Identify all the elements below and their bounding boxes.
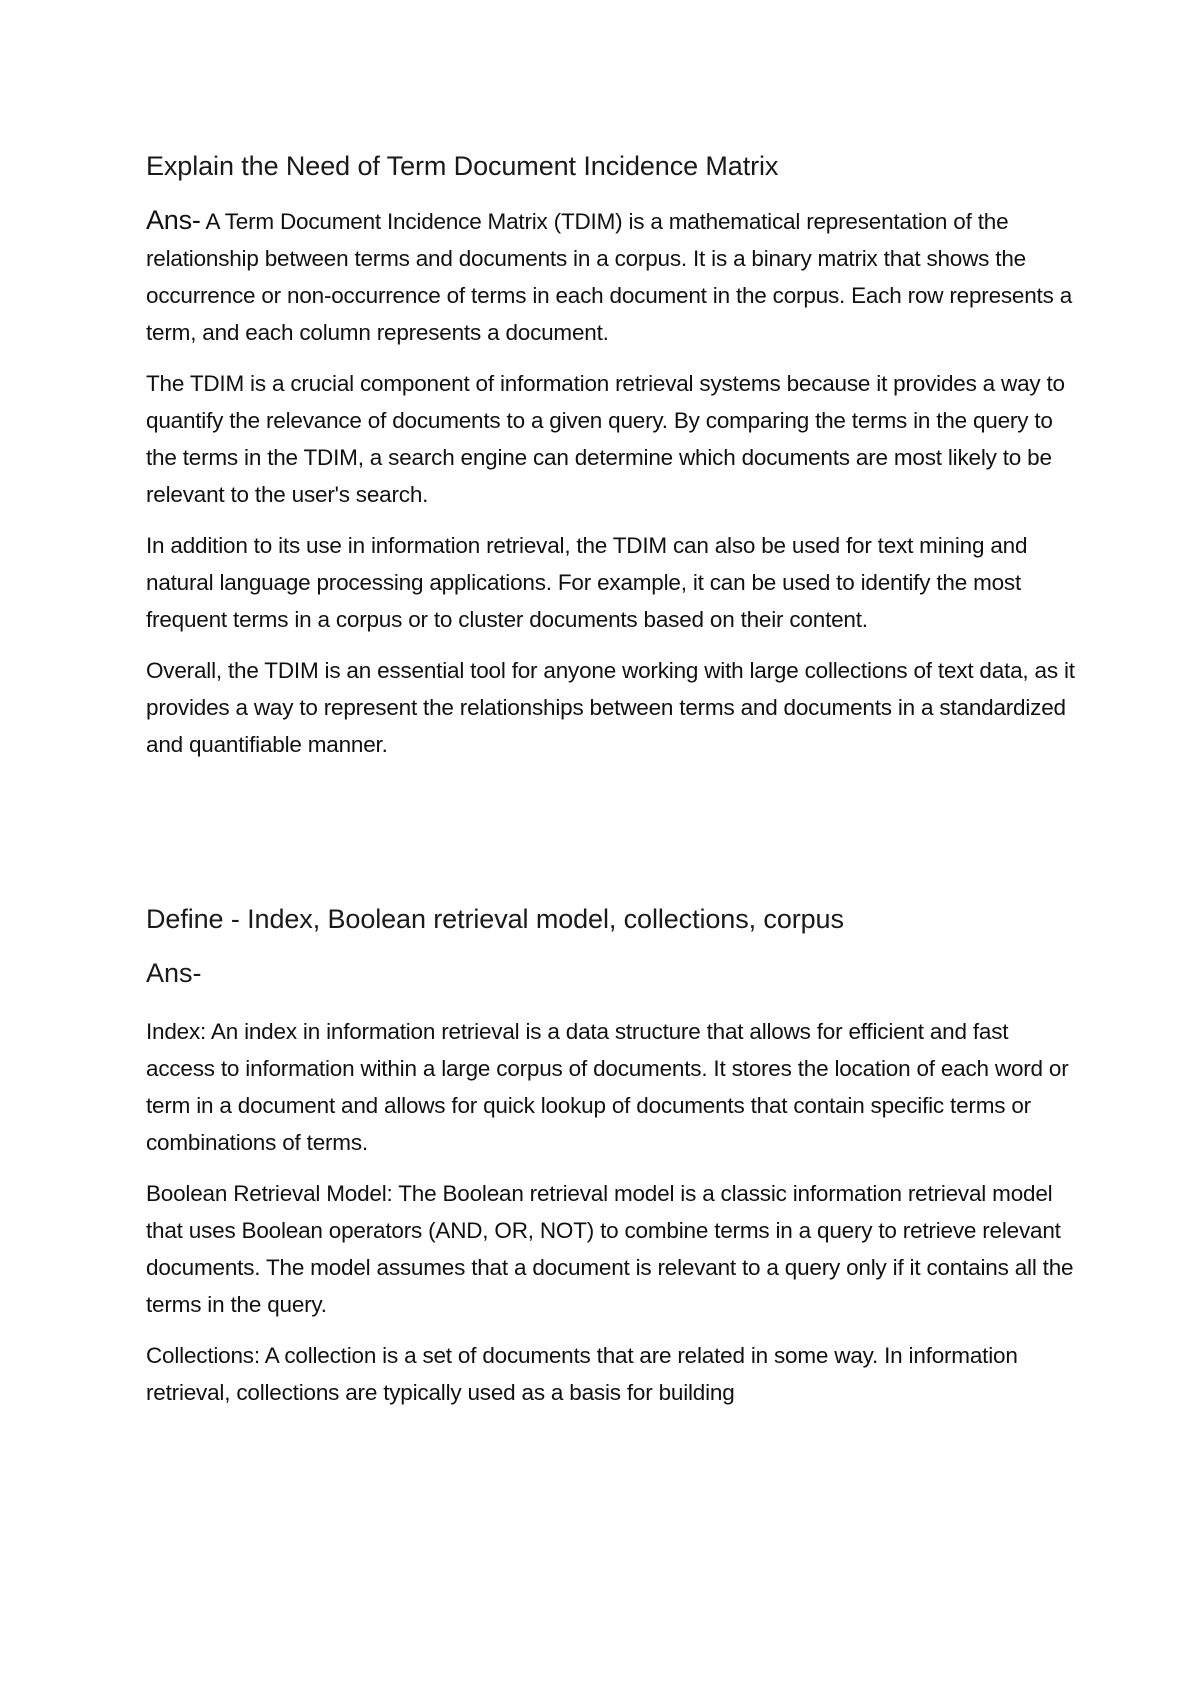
document-content (146, 148, 1076, 1425)
section1-paragraph-4: Overall, the TDIM is an essential tool for anyone working with large collections of text data, as it provides a way to represent the relationships between terms and documents in a standardized and quantifiable manner. (146, 658, 1075, 757)
section2-paragraph-collections: Collections: A collection is a set of documents that are related in some way. In information retrieval, collections are typically used as a basis for building (146, 1343, 1018, 1405)
section2-heading: Define - Index, Boolean retrieval model, collections, corpus (146, 904, 844, 934)
section1-ans-prefix: Ans- (146, 205, 201, 235)
section-spacer (146, 777, 1076, 901)
section1-heading: Explain the Need of Term Document Incidence Matrix (146, 151, 779, 181)
section1-answer-intro (146, 202, 1076, 351)
section1-first-paragraph: A Term Document Incidence Matrix (TDIM) is a mathematical representation of the relationship between terms and documents in a corpus. It is a binary matrix that shows the occurrence or non-occurrence of terms in each document in the corpus. Each row represents a term, and each column represents a document. (146, 209, 1073, 345)
section2-paragraph-index: Index: An index in information retrieval is a data structure that allows for efficient and fast access to information within a large corpus of documents. It stores the location of each word or term in a document and allows for quick lookup of documents that contain specific terms or combinations of terms. (146, 1019, 1069, 1155)
section2-paragraph-boolean: Boolean Retrieval Model: The Boolean retrieval model is a classic information retrieval model that uses Boolean operators (AND, OR, NOT) to combine terms in a query to retrieve relevant documents. The model assumes that a document is relevant to a query only if it contains all the terms in the query. (146, 1181, 1074, 1317)
section1-paragraph-3: In addition to its use in information retrieval, the TDIM can also be used for text mining and natural language processing applications. For example, it can be used to identify the most frequent terms in a corpus or to cluster documents based on their content. (146, 533, 1028, 632)
section2-ans-label: Ans- (146, 958, 202, 988)
section1-paragraph-2: The TDIM is a crucial component of information retrieval systems because it provides a way to quantify the relevance of documents to a given query. By comparing the terms in the query to the terms in the TDIM, a search engine can determine which documents are most likely to be relevant to the user's search. (146, 371, 1065, 507)
